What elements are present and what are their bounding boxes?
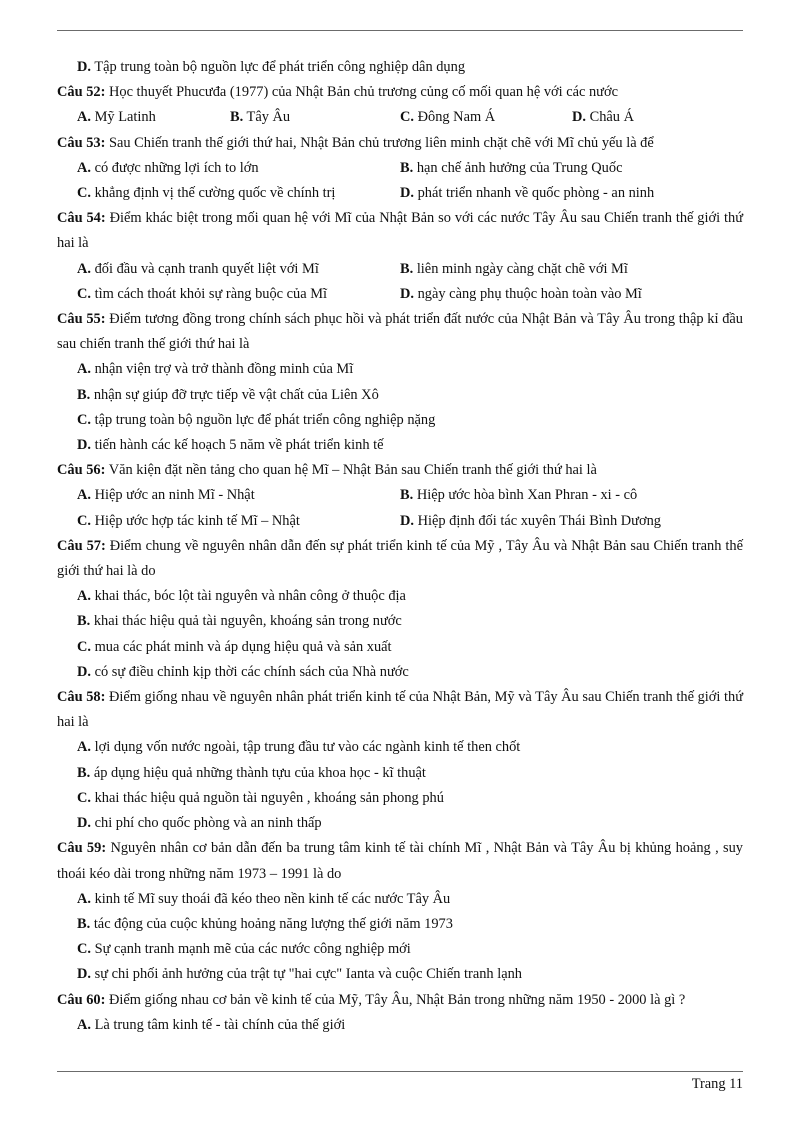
answer-option xyxy=(57,357,743,382)
option-text: Là trung tâm kinh tế - tài chính của thế giới xyxy=(94,1016,346,1033)
option-letter: A. xyxy=(77,361,91,378)
question-block xyxy=(57,80,743,130)
question-label: Câu 60: xyxy=(57,991,106,1008)
answer-option xyxy=(400,257,628,282)
option-text: tập trung toàn bộ nguồn lực để phát triển công nghiệp nặng xyxy=(94,411,436,428)
question-text: Sau Chiến tranh thế giới thứ hai, Nhật Bản chủ trương liên minh chặt chẽ với Mĩ chủ yếu là để xyxy=(108,134,654,151)
answer-option xyxy=(400,509,661,534)
answer-option xyxy=(57,584,743,609)
question-block xyxy=(57,131,743,207)
answer-option xyxy=(57,660,743,685)
question-label: Câu 52: xyxy=(57,84,106,101)
option-text: nhận viện trợ và trở thành đồng minh của Mĩ xyxy=(94,361,354,378)
option-letter: A. xyxy=(77,739,91,756)
answer-option xyxy=(400,181,654,206)
option-text: phát triển nhanh về quốc phòng - an ninh xyxy=(417,185,655,202)
option-row xyxy=(57,282,743,307)
question-block xyxy=(57,307,743,458)
option-row xyxy=(57,156,743,181)
question-label: Câu 54: xyxy=(57,210,106,227)
answer-option xyxy=(57,609,743,634)
answer-option xyxy=(57,635,743,660)
option-letter: A. xyxy=(77,159,91,176)
question-stem xyxy=(57,307,743,357)
question-label: Câu 53: xyxy=(57,134,106,151)
option-letter: D. xyxy=(572,109,586,126)
option-text: hạn chế ảnh hưởng của Trung Quốc xyxy=(416,159,623,176)
option-letter: C. xyxy=(77,941,91,958)
answer-option xyxy=(57,433,743,458)
option-letter: B. xyxy=(77,386,91,403)
page-content xyxy=(57,55,743,1038)
option-text: nhận sự giúp đỡ trực tiếp về vật chất của Liên Xô xyxy=(93,386,379,403)
footer-rule xyxy=(57,1071,743,1072)
option-text: Tập trung toàn bộ nguồn lực để phát triển công nghiệp dân dụng xyxy=(94,59,466,75)
option-text: Đông Nam Á xyxy=(417,109,496,126)
option-text: áp dụng hiệu quả những thành tựu của khoa học - kĩ thuật xyxy=(93,764,426,781)
question-text: Học thuyết Phucưđa (1977) của Nhật Bản chủ trương củng cố mối quan hệ với các nước xyxy=(108,84,618,101)
option-text: Hiệp ước hợp tác kinh tế Mĩ – Nhật xyxy=(94,512,300,529)
question-block xyxy=(57,206,743,307)
question-stem xyxy=(57,80,743,105)
question-text: Điểm giống nhau về nguyên nhân phát triển kinh tế của Nhật Bản, Mỹ và Tây Âu sau Chiến tranh thế giới thứ hai là xyxy=(57,689,743,731)
option-text: Mỹ Latinh xyxy=(94,109,156,126)
page-number: Trang 11 xyxy=(691,1076,743,1092)
option-text: Châu Á xyxy=(589,109,634,126)
answer-option xyxy=(400,156,622,181)
question-stem xyxy=(57,836,743,886)
option-text: liên minh ngày càng chặt chẽ với Mĩ xyxy=(416,260,628,277)
option-letter: B. xyxy=(77,613,91,630)
answer-option xyxy=(77,483,400,508)
question-text: Nguyên nhân cơ bản dẫn đến ba trung tâm kinh tế tài chính Mĩ , Nhật Bản và Tây Âu bị khủng hoảng , suy thoái kéo dài trong những năm 1973 – 1991 là do xyxy=(57,840,744,882)
option-row xyxy=(57,105,743,130)
answer-option xyxy=(400,483,637,508)
option-text: có được những lợi ích to lớn xyxy=(94,159,259,176)
question-block xyxy=(57,836,743,987)
option-text: chi phí cho quốc phòng và an ninh thấp xyxy=(94,815,322,832)
question-list xyxy=(57,80,743,1038)
option-text: mua các phát minh và áp dụng hiệu quả và sản xuất xyxy=(94,638,392,655)
question-block xyxy=(57,685,743,836)
option-letter: A. xyxy=(77,588,91,605)
option-letter: A. xyxy=(77,260,91,277)
option-letter: D. xyxy=(77,437,91,454)
answer-option xyxy=(57,408,743,433)
answer-option xyxy=(57,383,743,408)
answer-option xyxy=(77,282,400,307)
option-text: sự chi phối ảnh hưởng của trật tự "hai cực" Ianta và cuộc Chiến tranh lạnh xyxy=(94,966,522,983)
option-letter: D. xyxy=(77,966,91,983)
option-letter: C. xyxy=(77,185,91,202)
answer-option xyxy=(77,181,400,206)
option-text: khai thác, bóc lột tài nguyên và nhân công ở thuộc địa xyxy=(94,588,406,605)
question-block xyxy=(57,458,743,534)
answer-option xyxy=(57,786,743,811)
answer-option xyxy=(57,962,743,987)
option-letter: D. xyxy=(400,285,414,302)
option-letter: D. xyxy=(77,815,91,832)
question-stem xyxy=(57,534,743,584)
question-block xyxy=(57,988,743,1038)
option-letter: B. xyxy=(400,487,414,504)
question-text: Văn kiện đặt nền tảng cho quan hệ Mĩ – Nhật Bản sau Chiến tranh thế giới thứ hai là xyxy=(108,462,597,479)
question-label: Câu 56: xyxy=(57,462,106,479)
option-text: tiến hành các kế hoạch 5 năm về phát triển kinh tế xyxy=(94,437,384,454)
option-text: Hiệp định đối tác xuyên Thái Bình Dương xyxy=(417,512,661,529)
lead-option xyxy=(57,55,743,80)
question-stem xyxy=(57,458,743,483)
answer-option xyxy=(77,105,230,130)
option-text: tìm cách thoát khỏi sự ràng buộc của Mĩ xyxy=(94,285,328,302)
option-letter: B. xyxy=(400,260,414,277)
option-text: Tây Âu xyxy=(246,109,291,126)
question-label: Câu 57: xyxy=(57,537,106,554)
question-stem xyxy=(57,685,743,735)
question-stem xyxy=(57,206,743,256)
option-letter: C. xyxy=(77,512,91,529)
option-text: Hiệp ước hòa bình Xan Phran - xi - cô xyxy=(416,487,638,504)
option-letter: A. xyxy=(77,109,91,126)
option-letter: D. xyxy=(77,663,91,680)
option-letter: D. xyxy=(77,59,91,75)
question-text: Điểm khác biệt trong mối quan hệ với Mĩ của Nhật Bản so với các nước Tây Âu sau Chiến tranh thế giới thứ hai là xyxy=(57,210,743,252)
option-letter: A. xyxy=(77,890,91,907)
question-label: Câu 58: xyxy=(57,689,106,706)
answer-option xyxy=(77,509,400,534)
option-row xyxy=(57,509,743,534)
option-text: có sự điều chỉnh kịp thời các chính sách của Nhà nước xyxy=(94,663,409,680)
question-stem xyxy=(57,988,743,1013)
answer-option xyxy=(77,257,400,282)
question-text: Điểm chung về nguyên nhân dẫn đến sự phát triển kinh tế của Mỹ , Tây Âu và Nhật Bản sau Chiến tranh thế giới thứ hai là do xyxy=(57,537,743,580)
answer-option xyxy=(57,937,743,962)
question-label: Câu 59: xyxy=(57,840,107,857)
question-text: Điểm tương đồng trong chính sách phục hồi và phát triển đất nước của Nhật Bản và Tây Âu trong thập kỉ đầu sau chiến tranh thế giới thứ hai là xyxy=(57,311,743,353)
option-letter: D. xyxy=(400,512,414,529)
option-text: Sự cạnh tranh mạnh mẽ của các nước công nghiệp mới xyxy=(94,941,411,958)
option-letter: C. xyxy=(77,285,91,302)
option-text: kinh tế Mĩ suy thoái đã kéo theo nền kinh tế các nước Tây Âu xyxy=(94,890,451,907)
question-text: Điểm giống nhau cơ bản về kinh tế của Mỹ, Tây Âu, Nhật Bản trong những năm 1950 - 2000 là gì ? xyxy=(108,991,686,1008)
question-label: Câu 55: xyxy=(57,311,106,328)
answer-option xyxy=(57,811,743,836)
answer-option xyxy=(57,761,743,786)
answer-option xyxy=(57,887,743,912)
answer-option xyxy=(57,912,743,937)
answer-option xyxy=(77,156,400,181)
answer-option xyxy=(57,735,743,760)
option-text: đối đầu và cạnh tranh quyết liệt với Mĩ xyxy=(94,260,319,277)
option-text: khai thác hiệu quả nguồn tài nguyên , khoáng sản phong phú xyxy=(94,789,444,806)
option-letter: C. xyxy=(77,411,91,428)
option-text: lợi dụng vốn nước ngoài, tập trung đầu tư vào các ngành kinh tế then chốt xyxy=(94,739,521,756)
option-letter: B. xyxy=(230,109,244,126)
option-letter: C. xyxy=(77,638,91,655)
answer-option xyxy=(572,105,634,130)
option-text: tác động của cuộc khủng hoảng năng lượng thế giới năm 1973 xyxy=(93,915,453,932)
option-letter: A. xyxy=(77,487,91,504)
answer-option xyxy=(400,105,572,130)
header-rule xyxy=(57,30,743,31)
option-text: Hiệp ước an ninh Mĩ - Nhật xyxy=(94,487,255,504)
answer-option xyxy=(400,282,642,307)
answer-option xyxy=(230,105,400,130)
option-letter: A. xyxy=(77,1016,91,1033)
option-row xyxy=(57,181,743,206)
option-text: ngày càng phụ thuộc hoàn toàn vào Mĩ xyxy=(417,285,642,302)
option-letter: B. xyxy=(77,764,91,781)
answer-option xyxy=(57,1013,743,1038)
option-letter: B. xyxy=(77,915,91,932)
option-letter: D. xyxy=(400,185,414,202)
question-block xyxy=(57,534,743,685)
option-letter: B. xyxy=(400,159,414,176)
option-text: khẳng định vị thế cường quốc về chính trị xyxy=(94,185,336,202)
option-letter: C. xyxy=(77,789,91,806)
option-row xyxy=(57,257,743,282)
option-letter: C. xyxy=(400,109,414,126)
option-row xyxy=(57,483,743,508)
option-text: khai thác hiệu quả tài nguyên, khoáng sản trong nước xyxy=(93,613,402,630)
question-stem xyxy=(57,131,743,156)
